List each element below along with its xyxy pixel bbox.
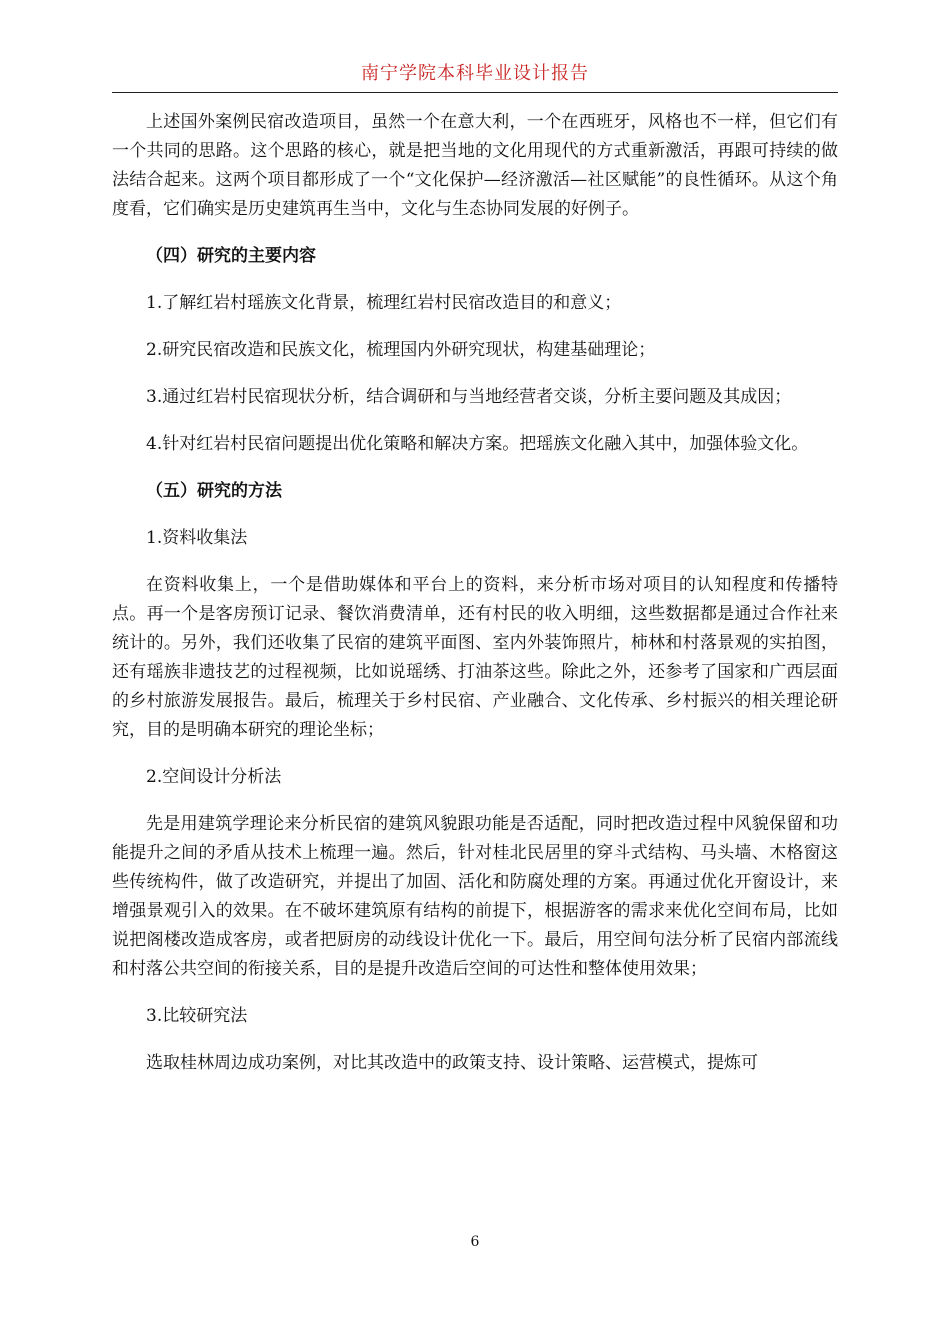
list-item-3: 3.通过红岩村民宿现状分析，结合调研和与当地经营者交谈，分析主要问题及其成因； — [146, 387, 792, 407]
list-item-2: 2.研究民宿改造和民族文化，梳理国内外研究现状，构建基础理论； — [146, 340, 656, 360]
method-1-title: 1.资料收集法 — [146, 528, 248, 548]
list-item-1: 1.了解红岩村瑶族文化背景，梳理红岩村民宿改造目的和意义； — [146, 293, 622, 313]
method-3-text: 选取桂林周边成功案例，对比其改造中的政策支持、设计策略、运营模式，提炼可 — [146, 1053, 758, 1073]
section-heading-main-content: （四）研究的主要内容 — [146, 246, 316, 266]
document-body — [112, 108, 838, 1078]
list-item-4: 4.针对红岩村民宿问题提出优化策略和解决方案。把瑶族文化融入其中，加强体验文化。 — [146, 434, 809, 454]
method-2-title: 2.空间设计分析法 — [146, 767, 282, 787]
header-divider — [112, 92, 838, 93]
page-number: 6 — [470, 1234, 480, 1250]
paragraph-intro: 上述国外案例民宿改造项目，虽然一个在意大利，一个在西班牙，风格也不一样，但它们有一个共同的思路。这个思路的核心，就是把当地的文化用现代的方式重新激活，再跟可持续的做法结合起来。这两个项目都形成了一个“文化保护—经济激活—社区赋能”的良性循环。从这个角度看，它们确实是历史建筑再生当中，文化与生态协同发展的好例子。 — [112, 112, 838, 219]
page-header-title: 南宁学院本科毕业设计报告 — [361, 63, 589, 84]
method-3-title: 3.比较研究法 — [146, 1006, 248, 1026]
section-heading-methods: （五）研究的方法 — [146, 481, 282, 501]
method-1-text: 在资料收集上，一个是借助媒体和平台上的资料，来分析市场对项目的认知程度和传播特点。再一个是客房预订记录、餐饮消费清单，还有村民的收入明细，这些数据都是通过合作社来统计的。另外，我们还收集了民宿的建筑平面图、室内外装饰照片，柿林和村落景观的实拍图，还有瑶族非遗技艺的过程视频，比如说瑶绣、打油茶这些。除此之外，还参考了国家和广西层面的乡村旅游发展报告。最后，梳理关于乡村民宿、产业融合、文化传承、乡村振兴的相关理论研究，目的是明确本研究的理论坐标； — [112, 575, 838, 740]
method-2-text: 先是用建筑学理论来分析民宿的建筑风貌跟功能是否适配，同时把改造过程中风貌保留和功能提升之间的矛盾从技术上梳理一遍。然后，针对桂北民居里的穿斗式结构、马头墙、木格窗这些传统构件，做了改造研究，并提出了加固、活化和防腐处理的方案。再通过优化开窗设计，来增强景观引入的效果。在不破坏建筑原有结构的前提下，根据游客的需求来优化空间布局，比如说把阁楼改造成客房，或者把厨房的动线设计优化一下。最后，用空间句法分析了民宿内部流线和村落公共空间的衔接关系，目的是提升改造后空间的可达性和整体使用效果； — [112, 814, 838, 979]
